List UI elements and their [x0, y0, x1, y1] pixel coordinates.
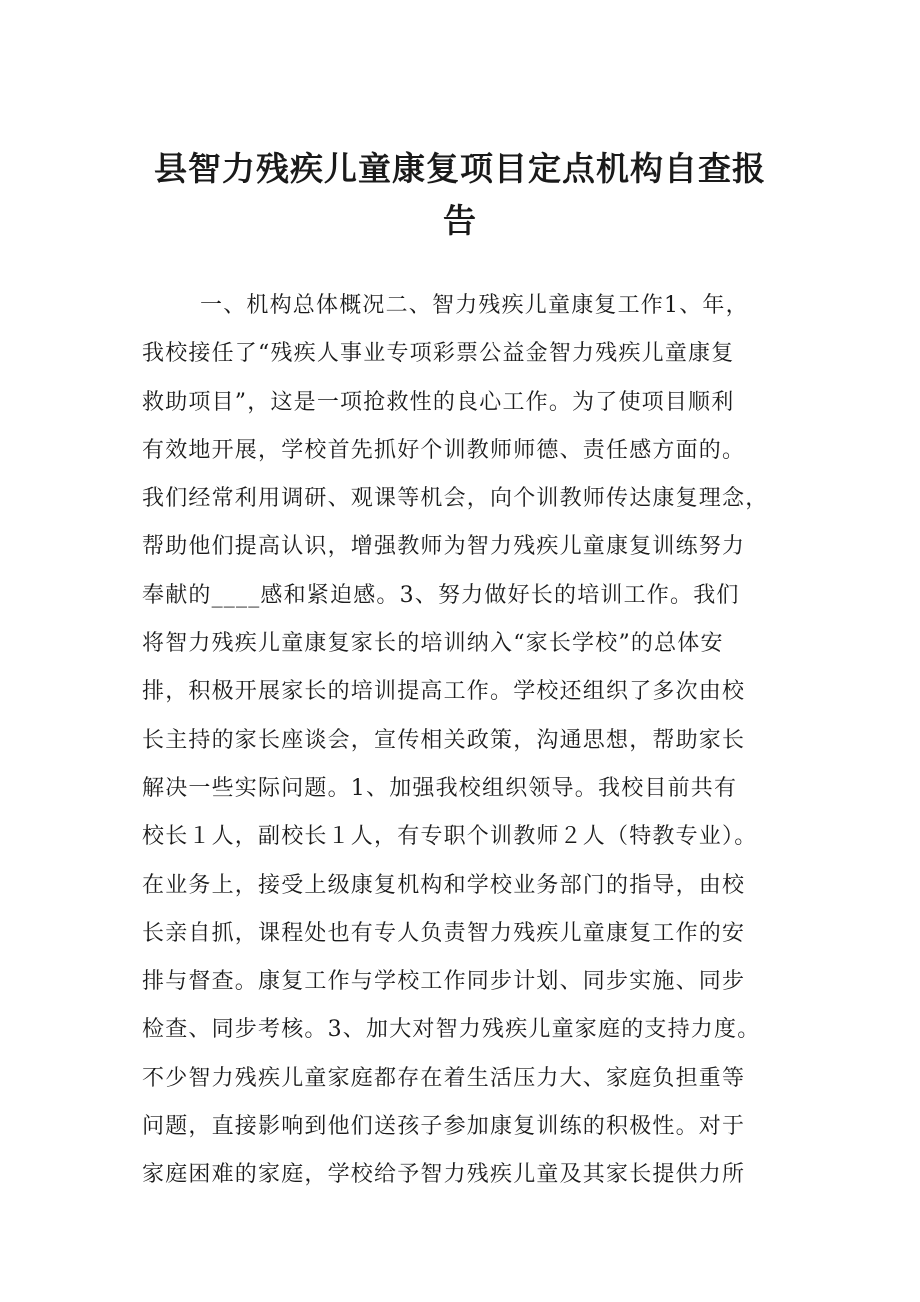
body-line: 检查、同步考核。3、加大对智力残疾儿童家庭的支持力度。: [142, 1017, 761, 1043]
body-line: 排，积极开展家长的培训提高工作。学校还组织了多次由校: [142, 679, 746, 705]
body-line: 帮助他们提高认识，增强教师为智力残疾儿童康复训练努力: [142, 534, 746, 560]
body-line: 我校接任了“残疾人事业专项彩票公益金智力残疾儿童康复: [142, 341, 735, 367]
title-line: 告: [443, 201, 477, 240]
body-line: 长亲自抓，课程处也有专人负责智力残疾儿童康复工作的安: [142, 920, 746, 946]
body-line: 一、机构总体概况二、智力残疾儿童康复工作1、年，: [200, 293, 749, 318]
body-line: 在业务上，接受上级康复机构和学校业务部门的指导，由校: [142, 872, 746, 898]
title-line: 县智力残疾儿童康复项目定点机构自查报: [154, 149, 766, 188]
document-body: [142, 282, 792, 1200]
body-line: 我们经常利用调研、观课等机会，向个训教师传达康复理念，: [142, 486, 769, 512]
body-line: 校长１人，副校长１人，有专职个训教师２人（特教专业）。: [142, 824, 758, 850]
body-line: 长主持的家长座谈会，宣传相关政策，沟通思想，帮助家长: [142, 727, 746, 753]
body-line: 解决一些实际问题。1、加强我校组织领导。我校目前共有: [142, 775, 738, 801]
body-line: 家庭困难的家庭，学校给予智力残疾儿童及其家长提供力所: [142, 1162, 746, 1188]
document-title: [140, 143, 780, 247]
body-line: 救助项目”，这是一项抢救性的良心工作。为了使项目顺利: [142, 389, 735, 415]
body-line: 排与督查。康复工作与学校工作同步计划、同步实施、同步: [142, 969, 746, 995]
body-line: 问题，直接影响到他们送孩子参加康复训练的积极性。对于: [142, 1114, 746, 1140]
body-line: 奉献的____感和紧迫感。3、努力做好长的培训工作。我们: [142, 582, 740, 608]
body-line: 不少智力残疾儿童家庭都存在着生活压力大、家庭负担重等: [142, 1065, 746, 1091]
body-line: 将智力残疾儿童康复家长的培训纳入“家长学校”的总体安: [142, 631, 724, 657]
body-line: 有效地开展，学校首先抓好个训教师师德、责任感方面的。: [142, 437, 746, 463]
